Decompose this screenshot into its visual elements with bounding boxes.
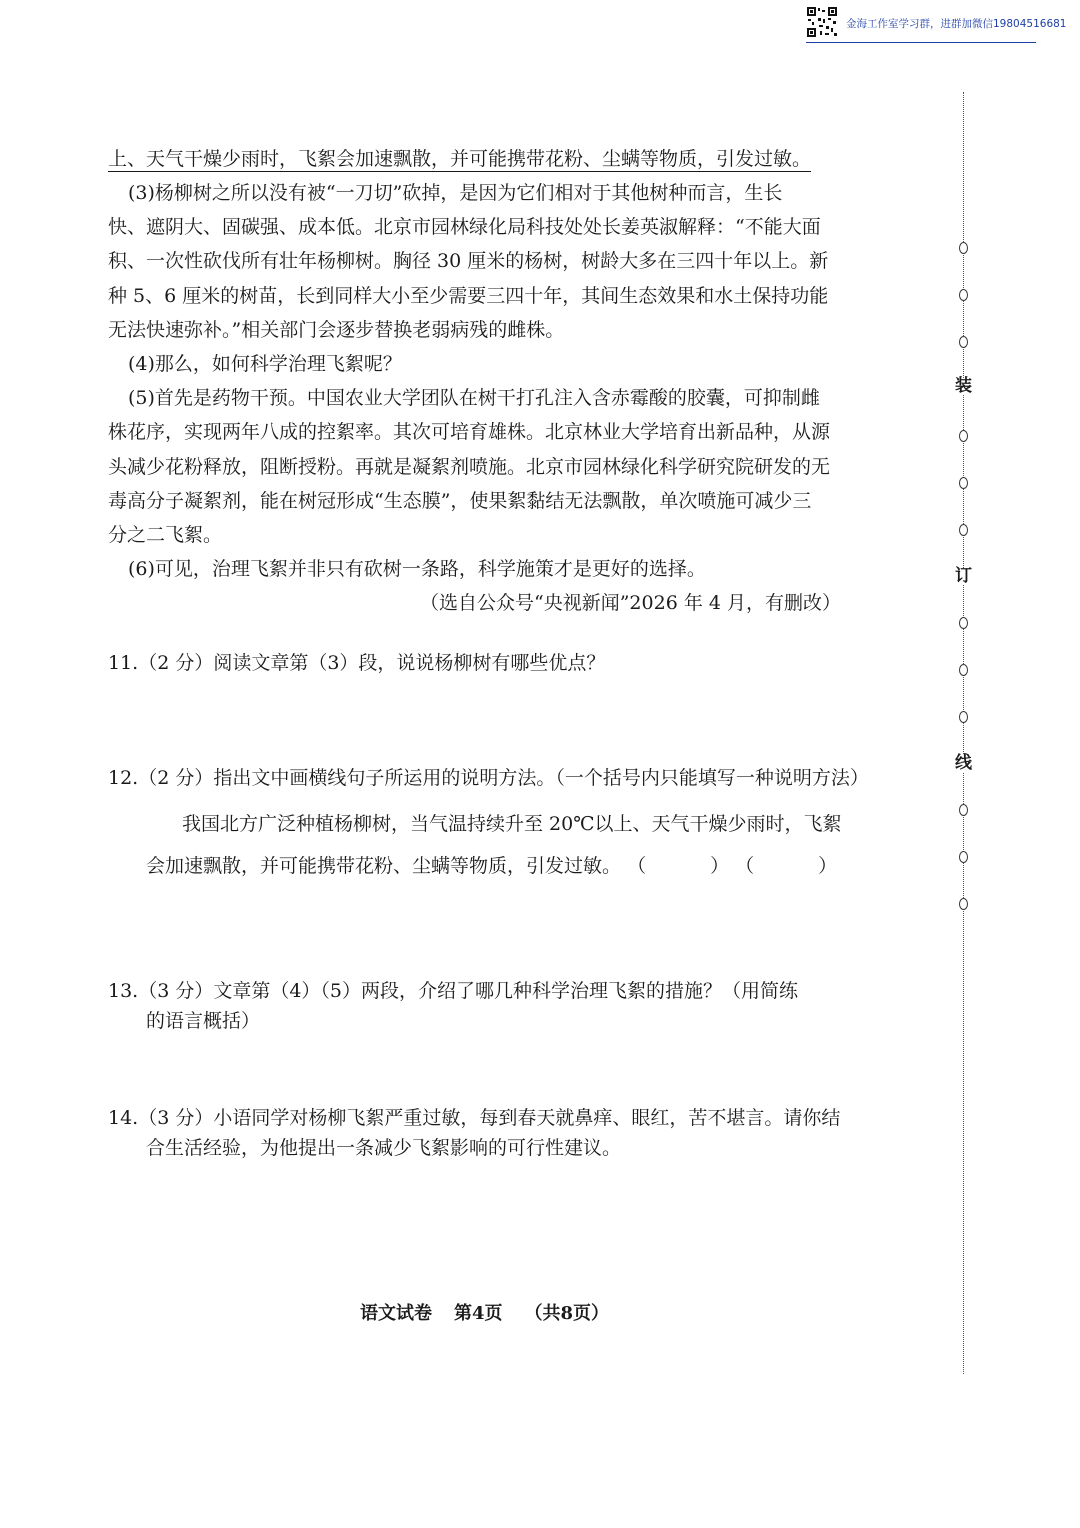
- paragraph-3-line-5: 无法快速弥补。”相关部门会逐步替换老弱病残的雌株。: [108, 319, 565, 341]
- binding-dotted-line: [963, 92, 964, 1374]
- page-footer: [360, 1299, 631, 1325]
- question-12-quote-line-1: 我国北方广泛种植杨柳树，当气温持续升至 20℃以上、天气干燥少雨时，飞絮: [182, 813, 842, 835]
- binding-ring: [959, 336, 968, 348]
- binding-ring: [959, 430, 968, 442]
- binding-ring: [959, 617, 968, 629]
- binding-ring: [959, 898, 968, 910]
- binding-ring: [959, 289, 968, 301]
- binding-char-zhuang: 装: [955, 376, 972, 396]
- question-14-line-1: 14.（3 分）小语同学对杨柳飞絮严重过敏，每到春天就鼻痒、眼红，苦不堪言。请你结: [108, 1107, 841, 1129]
- binding-ring: [959, 804, 968, 816]
- paragraph-3-line-4: 种 5、6 厘米的树苗，长到同样大小至少需要三四十年，其间生态效果和水土保持功能: [108, 285, 829, 307]
- quote-text: 会加速飘散，并可能携带花粉、尘螨等物质，引发过敏。: [146, 855, 622, 877]
- article-source: （选自公众号“央视新闻”2026 年 4 月，有删改）: [420, 592, 841, 614]
- binding-char-ding: 订: [955, 566, 972, 586]
- paragraph-6: (6)可见，治理飞絮并非只有砍树一条路，科学施策才是更好的选择。: [128, 558, 706, 580]
- paragraph-5-line-4: 毒高分子凝絮剂，能在树冠形成“生态膜”，使果絮黏结无法飘散，单次喷施可减少三: [108, 490, 812, 512]
- paragraph-4: (4)那么，如何科学治理飞絮呢？: [128, 353, 402, 375]
- header-watermark: [806, 6, 1067, 44]
- question-12: 12.（2 分）指出文中画横线句子所运用的说明方法。（一个括号内只能填写一种说明方法）: [108, 767, 869, 789]
- binding-ring: [959, 851, 968, 863]
- paragraph-5-line-5: 分之二飞絮。: [108, 524, 223, 546]
- question-12-quote-line-2: [146, 857, 837, 876]
- paragraph-3-line-3: 积、一次性砍伐所有壮年杨柳树。胸径 30 厘米的杨树，树龄大多在三四十年以上。新: [108, 250, 829, 272]
- footer-total: （共8页）: [524, 1303, 610, 1324]
- footer-subject: 语文试卷: [360, 1303, 432, 1324]
- header-rule: [806, 42, 1036, 43]
- binding-ring: [959, 242, 968, 254]
- binding-char-xian: 线: [955, 753, 972, 773]
- binding-ring: [959, 664, 968, 676]
- binding-ring: [959, 477, 968, 489]
- question-13-line-1: 13.（3 分）文章第（4）（5）两段，介绍了哪几种科学治理飞絮的措施？（用简练: [108, 980, 799, 1002]
- underlined-sentence: 上、天气干燥少雨时，飞絮会加速飘散，并可能携带花粉、尘螨等物质，引发过敏。: [108, 148, 812, 170]
- footer-page: 第4页: [454, 1303, 503, 1324]
- answer-blank-1[interactable]: （ ）: [627, 855, 730, 877]
- question-13-line-2: 的语言概括）: [146, 1010, 261, 1032]
- paragraph-5-line-2: 株花序，实现两年八成的控絮率。其次可培育雄株。北京林业大学培育出新品种，从源: [108, 421, 831, 443]
- paragraph-5-line-3: 头减少花粉释放，阻断授粉。再就是凝絮剂喷施。北京市园林绿化科学研究院研发的无: [108, 456, 831, 478]
- header-text: 金海工作室学习群，进群加微信19804516681: [846, 18, 1067, 30]
- binding-ring: [959, 524, 968, 536]
- paragraph-5-line-1: (5)首先是药物干预。中国农业大学团队在树干打孔注入含赤霉酸的胶囊，可抑制雌: [128, 387, 820, 409]
- paragraph-3-line-1: (3)杨柳树之所以没有被“一刀切”砍掉，是因为它们相对于其他树种而言，生长: [128, 182, 783, 204]
- qr-code-icon: [806, 6, 838, 38]
- paragraph-3-line-2: 快、遮阴大、固碳强、成本低。北京市园林绿化局科技处处长姜英淑解释：“不能大面: [108, 216, 821, 238]
- question-11: 11.（2 分）阅读文章第（3）段，说说杨柳树有哪些优点？: [108, 652, 606, 674]
- question-14-line-2: 合生活经验，为他提出一条减少飞絮影响的可行性建议。: [146, 1137, 622, 1159]
- binding-ring: [959, 711, 968, 723]
- answer-blank-2[interactable]: （ ）: [735, 855, 838, 877]
